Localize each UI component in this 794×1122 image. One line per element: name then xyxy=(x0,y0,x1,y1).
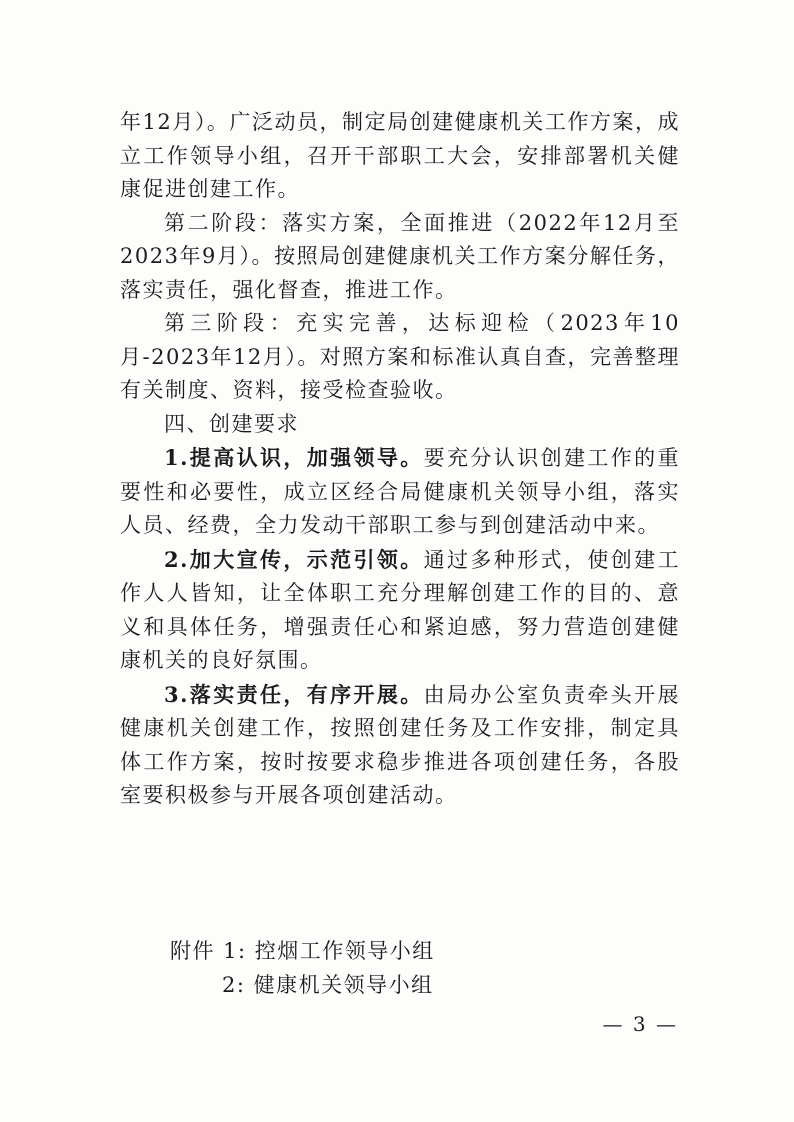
attachments-list xyxy=(170,934,435,1002)
document-body xyxy=(120,106,680,813)
paragraph-stage-two: 第二阶段：落实方案，全面推进（2022年12月至2023年9月）。按照局创建健康机关工作方案分解任务，落实责任，强化督查，推进工作。 xyxy=(120,210,680,302)
paragraph-stage-three: 第三阶段：充实完善，达标迎检（2023年10月-2023年12月）。对照方案和标准认真自查，完善整理有关制度、资料，接受检查验收。 xyxy=(120,311,680,402)
attachment-1: 附件 1: 控烟工作领导小组 xyxy=(170,939,435,963)
page-number: — 3 — xyxy=(602,1012,678,1036)
requirement-1 xyxy=(120,441,680,543)
attachment-2: 2: 健康机关领导小组 xyxy=(222,973,434,997)
requirement-3-text: 由局办公室负责牵头开展健康机关创建工作，按照创建任务及工作安排，制定具体工作方案，按时按要求稳步推进各项创建任务，各股室要积极参与开展各项创建活动。 xyxy=(120,682,680,807)
requirement-2 xyxy=(120,543,680,678)
section-heading: 四、创建要求 xyxy=(164,411,299,436)
requirement-2-title: 2.加大宣传，示范引领。 xyxy=(164,546,424,572)
requirement-1-title: 1.提高认识，加强领导。 xyxy=(164,445,424,470)
paragraph-stage-one-end: 年12月）。广泛动员，制定局创建健康机关工作方案，成立工作领导小组，召开干部职工大会，安排部署机关健康促进创建工作。 xyxy=(120,110,680,201)
requirement-3 xyxy=(120,678,680,813)
requirement-1-text: 要充分认识创建工作的重要性和必要性，成立区经合局健康机关领导小组，落实人员、经费，全力发动干部职工参与到创建活动中来。 xyxy=(120,446,680,537)
requirement-2-text: 通过多种形式，使创建工作人人皆知，让全体职工充分理解创建工作的目的、意义和具体任务，增强责任心和紧迫感，努力营造创建健康机关的良好氛围。 xyxy=(120,547,680,672)
requirement-3-title: 3.落实责任，有序开展。 xyxy=(164,681,424,707)
